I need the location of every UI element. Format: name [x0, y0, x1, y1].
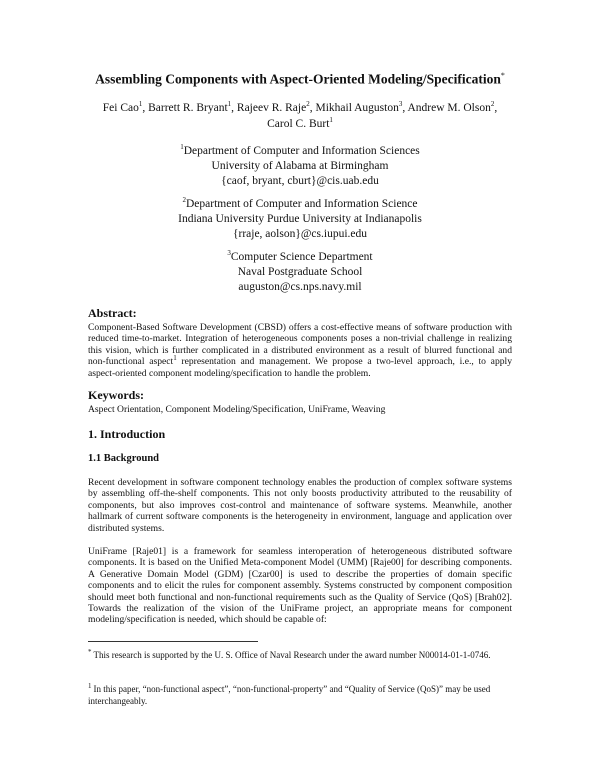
footnote-text: In this paper, “non-functional aspect”, “non-functional-property” and “Quality of Service (QoS)” may be used interchangeably.	[88, 684, 491, 706]
author-name: Mikhail Auguston	[315, 102, 399, 114]
author-affil-mark: 1	[138, 100, 143, 109]
author-affil-mark: 3	[398, 100, 403, 109]
title-text: Assembling Components with Aspect-Oriented Modeling/Specification	[95, 71, 501, 87]
abstract-text	[88, 322, 512, 379]
footnote	[88, 684, 512, 707]
abstract-text-part: representation and management. We propose a two-level approach, i.e., to apply aspect-oriented component modeling/specification to handle the problem.	[88, 356, 512, 379]
affiliation-org: Indiana University Purdue University at Indianapolis	[178, 213, 422, 225]
footnote-text: This research is supported by the U. S. Office of Naval Research under the award number N00014-01-1-0746.	[93, 650, 491, 660]
paper-title	[40, 68, 560, 88]
affiliation-dept-text: Computer Science Department	[230, 251, 373, 263]
title-footnote-mark: *	[500, 71, 505, 80]
body-paragraph: UniFrame [Raje01] is a framework for seamless interoperation of heterogeneous distributed software components. It is based on the Unified Meta-component Model (UMM) [Raje00] for describing components. A Generative Domain Model (GDM) [Czar00] is used to describe the properties of domain specific components and to elicit the rules for component assembly. Systems constructed by component composition should meet both functional and non-functional requirements such as the Quality of Service (QoS) [Brah02]. Towards the realization of the vision of the UniFrame project, an appropriate means for component modeling/specification is needed, which should be capable of:	[88, 546, 512, 626]
affiliation-block	[100, 250, 500, 295]
footnote-rule	[88, 641, 258, 642]
author-name: Fei Cao	[102, 102, 139, 114]
footnote-mark: 1	[88, 682, 92, 690]
section-heading: 1. Introduction	[88, 427, 166, 441]
footnote	[88, 650, 512, 662]
author-affil-mark: 2	[490, 100, 495, 109]
body-paragraph: Recent development in software component technology enables the production of complex software systems by assembling off-the-shelf components. This not only boosts productivity attributed to the reusability of components, but also improves cost-control and maintenance of software systems. Meanwhile, another hallmark of current software components is the heterogeneity in environment, language and application over distributed systems.	[88, 477, 512, 534]
affiliation-mark: 1	[180, 143, 184, 152]
affiliation-dept	[100, 250, 500, 265]
author-affil-mark: 1	[329, 116, 333, 125]
affiliation-dept	[100, 144, 500, 159]
author-list: Fei Cao$^1$, Barrett R. Bryant$^1$, Rajeev R. Raje$^2$, Mikhail Auguston$^3$, Andrew M. Olson$^2$, Carol C. Burt$^1$	[102, 100, 498, 130]
affiliation-org: Naval Postgraduate School	[237, 266, 363, 278]
affiliation-email: {caof, bryant, cburt}@cis.uab.edu	[221, 175, 379, 187]
subsection-heading: 1.1 Background	[88, 453, 159, 464]
affiliation-dept	[100, 197, 500, 212]
author-name: Andrew M. Olson	[407, 102, 491, 114]
abstract-heading: Abstract:	[88, 306, 137, 320]
footnote-mark: *	[88, 648, 92, 656]
author-name: Rajeev R. Raje	[236, 102, 307, 114]
affiliation-email: {rraje, aolson}@cs.iupui.edu	[232, 228, 368, 240]
affiliation-org: University of Alabama at Birmingham	[211, 160, 389, 172]
author-affil-mark: 2	[306, 100, 310, 109]
affiliation-block	[100, 197, 500, 242]
affiliation-dept-text: Department of Computer and Information Sciences	[183, 145, 420, 157]
affiliation-mark: 2	[182, 196, 186, 205]
keywords-heading: Keywords:	[88, 388, 144, 402]
author-affil-mark: 1	[227, 100, 232, 109]
affiliation-dept-text: Department of Computer and Information Science	[185, 198, 418, 210]
affiliation-mark: 3	[227, 249, 231, 258]
abstract-text-part: Component-Based Software Development (CBSD) offers a cost-effective means of software production with reduced time-to-market. Integration of heterogeneous components poses a non-trivial challenge in realizing this vision, which is further complicated in a distributed environment as a result of blurred functional and non-functional aspect	[88, 322, 512, 368]
affiliation-email: auguston@cs.nps.navy.mil	[238, 281, 362, 293]
affiliation-block	[100, 144, 500, 189]
author-name: Barrett R. Bryant	[148, 102, 228, 114]
footnote-ref: 1	[173, 354, 177, 363]
keywords-text: Aspect Orientation, Component Modeling/Specification, UniFrame, Weaving	[88, 404, 386, 415]
author-name: Carol C. Burt	[267, 118, 330, 130]
